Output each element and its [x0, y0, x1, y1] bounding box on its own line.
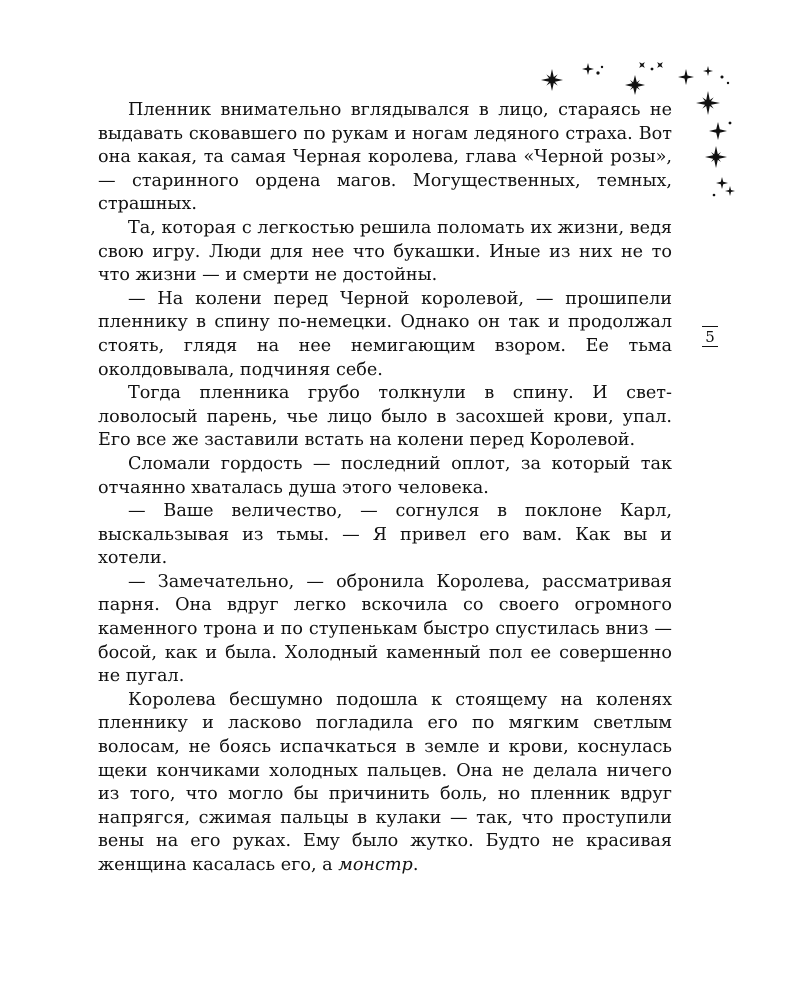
paragraph-4: Тогда пленника грубо толкнули в спину. И светловолосый парень, чье лицо было в засохшей крови, упал. Его все же заставили встать на колени перед Королевой.	[98, 383, 672, 451]
paragraph-8	[98, 689, 672, 878]
paragraph-1: Пленник внимательно вглядывался в лицо, стараясь не выдавать сковавшего по рукам и ногам ледяного страха. Вот она какая, та самая Черная королева, глава «Черной розы», — старинного ордена магов. Могущественных, темных, страшных.	[98, 100, 672, 215]
italic-word: монстр	[338, 855, 413, 875]
main-text	[98, 99, 672, 878]
paragraph-5: Сломали гордость — последний оплот, за который так отчаянно хваталась душа этого человека.	[98, 453, 672, 498]
final-punctuation: .	[412, 855, 419, 875]
paragraph-3: — На колени перед Черной королевой, — прошипели пленнику в спину по-немецки. Однако он так и продолжал стоять, глядя на нее немигающим взором. Ее тьма околдовывала, подчиняя себе.	[98, 288, 672, 380]
paragraph-2: Та, которая с легкостью решила поломать их жизни, ведя свою игру. Люди для нее что букашки. Иные из них не то что жизни — и смерти не достойны.	[98, 217, 672, 286]
page-number: 5	[702, 326, 718, 347]
paragraph-6: — Ваше величество, — согнулся в поклоне Карл, выскальзывая из тьмы. — Я привел его вам. Как вы и хотели.	[98, 501, 672, 569]
paragraph-7: — Замечательно, — обронила Королева, рассматривая парня. Она вдруг легко вскочила со своего огромного каменного трона и по ступенькам быстро спустилась вниз — босой, как и была. Холодный каменный пол ее совершенно не пугал.	[98, 571, 672, 687]
paragraph-8-text: Королева бесшумно подошла к стоящему на коленях пленнику и ласково погладила его по мягким светлым волосам, не боясь испачкаться в земле и крови, коснулась щеки кончиками холодных пальцев. Она не делала ничего из того, что могло бы причинить боль, но пленник вдруг напрягся, сжимая пальцы в кулаки — так, что проступили вены на его руках. Ему было жутко. Будто не красивая женщина касалась его, а	[98, 689, 672, 875]
